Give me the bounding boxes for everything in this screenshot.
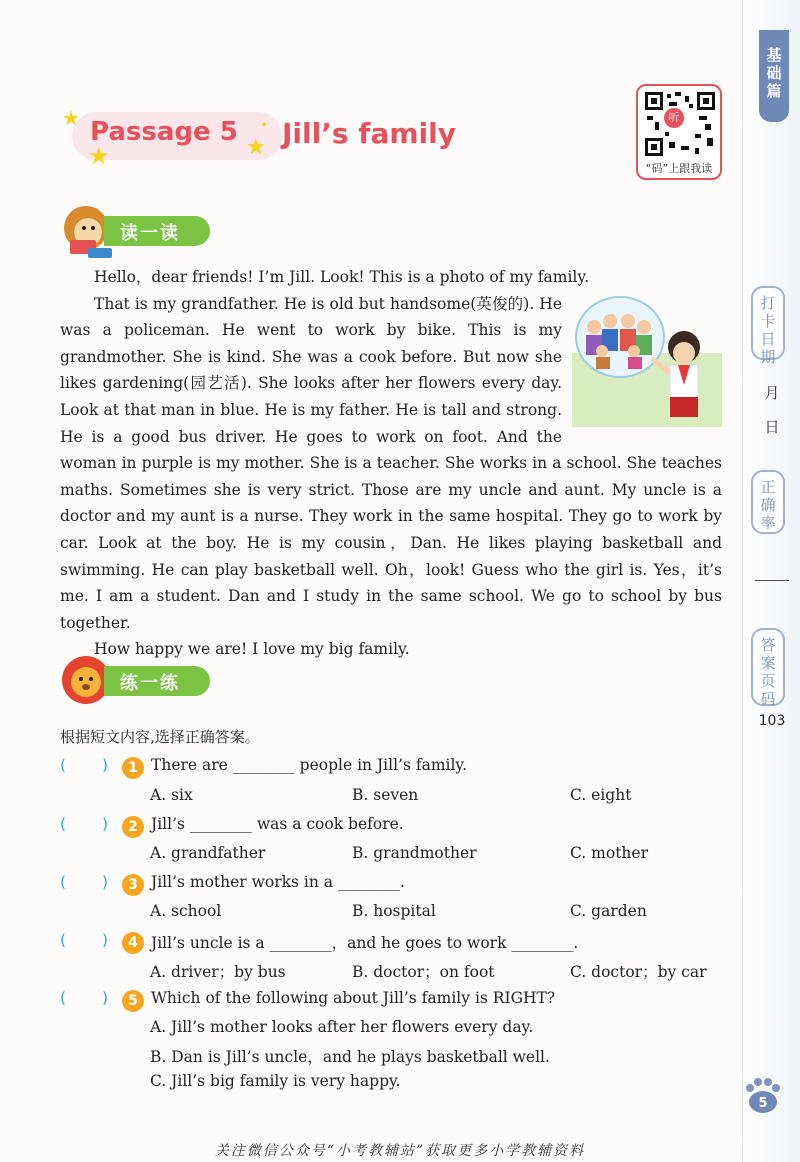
answer-page-tab <box>751 628 785 706</box>
tab-char: 基 <box>766 46 782 64</box>
footer-note: 关注微信公众号“小考教辅站”获取更多小学教辅资料 <box>214 1143 586 1159</box>
passage-number: Passage 5 <box>90 117 238 147</box>
tab-char: 确 <box>760 496 776 514</box>
qr-caption: “码”上跟我读 <box>645 162 713 175</box>
option-b[interactable]: B. seven <box>352 786 419 804</box>
tab-char: 日 <box>760 330 776 348</box>
passage-paragraph: That is my grandfather. He is old but handsome(英俊的). He was a policeman. He went to work by bike. This is my grandmother. She is kind. She was a cook before. But now she likes gardening(园艺活). She looks after her flowers every day. Look at that man in blue. He is my father. He is tall and strong. He is a good bus driver. He goes to work on foot. And the woman in purple is my mother. She is a teacher. She works in a school. She teaches maths. Sometimes she is very strict. Those are my uncle and aunt. My uncle is a doctor and my aunt is a nurse. They work in the same hospital. They go to work by car. Look at the boy. He is my cousin，Dan. He likes playing basketball and swimming. He can play basketball well. Oh，look! Guess who the girl is. Yes，it’s me. I am a student. Dan and I study in the same school. We go to school by bus together. <box>60 294 722 632</box>
option-a[interactable]: A. Jill’s mother looks after her flowers every day. <box>150 1018 534 1036</box>
page-title: Jill’s family <box>282 117 456 150</box>
answer-paren-left: ( <box>60 756 67 774</box>
question-text: Jill’s mother works in a ________. <box>151 873 405 891</box>
tab-char: 打 <box>760 294 776 312</box>
star-icon: ✦ <box>260 120 269 131</box>
section-title: 读一读 <box>120 223 180 244</box>
option-a[interactable]: A. grandfather <box>150 844 266 862</box>
question-text: Which of the following about Jill’s family is RIGHT? <box>151 989 556 1007</box>
answer-page-number: 103 <box>758 713 786 729</box>
month-label: 月 <box>764 384 780 402</box>
tab-char: 正 <box>760 478 776 496</box>
question-text: There are ________ people in Jill’s family. <box>151 756 468 774</box>
tab-char: 答 <box>760 636 776 654</box>
tab-char: 案 <box>760 654 776 672</box>
answer-paren-left: ( <box>60 989 67 1007</box>
tab-char: 率 <box>760 514 776 532</box>
passage-paragraph: Hello，dear friends! I’m Jill. Look! This is a photo of my family. <box>94 268 590 286</box>
star-icon: ★ <box>246 135 266 160</box>
tab-char: 页 <box>760 672 776 690</box>
answer-paren-right: ) <box>102 873 109 891</box>
tab-char: 篇 <box>766 82 782 100</box>
accuracy-tab <box>751 470 785 534</box>
answer-paren-left: ( <box>60 815 67 833</box>
option-b[interactable]: B. Dan is Jill’s uncle，and he plays basketball well. <box>150 1048 550 1066</box>
family-photo-illustration <box>572 293 722 427</box>
option-c[interactable]: C. doctor；by car <box>570 963 707 981</box>
option-a[interactable]: A. school <box>150 902 222 920</box>
option-c[interactable]: C. mother <box>570 844 648 862</box>
question-number-badge: 5 <box>122 990 144 1012</box>
option-c[interactable]: C. eight <box>570 786 632 804</box>
question-text: Jill’s ________ was a cook before. <box>151 815 404 833</box>
option-c[interactable]: C. garden <box>570 902 647 920</box>
star-icon: ★ <box>62 106 80 130</box>
listen-badge: 听 <box>664 108 684 128</box>
passage-paragraph: How happy we are! I love my big family. <box>94 640 410 659</box>
question-number-badge: 1 <box>122 757 144 779</box>
tab-char: 卡 <box>760 312 776 330</box>
option-b[interactable]: B. doctor；on foot <box>352 963 495 981</box>
page-number: 5 <box>758 1096 768 1111</box>
answer-paren-right: ) <box>102 931 109 949</box>
checkin-date-tab <box>751 286 785 366</box>
practice-section-header <box>60 652 210 712</box>
reading-passage <box>60 264 722 663</box>
option-a[interactable]: A. six <box>150 786 193 804</box>
option-b[interactable]: B. grandmother <box>352 844 477 862</box>
section-title: 练一练 <box>120 673 180 694</box>
question-number-badge: 2 <box>122 816 144 838</box>
basic-chapter-tab <box>759 30 789 122</box>
option-a[interactable]: A. driver；by bus <box>150 963 286 981</box>
day-label: 日 <box>764 418 780 436</box>
tab-char: 期 <box>760 348 776 366</box>
answer-paren-right: ) <box>102 756 109 774</box>
accuracy-blank-line <box>755 580 789 581</box>
page-number-paw-icon <box>742 1078 782 1114</box>
star-icon: ★ <box>88 142 110 170</box>
question-text: Jill’s uncle is a ________，and he goes to work ________. <box>151 934 579 952</box>
question-number-badge: 4 <box>122 932 144 954</box>
read-section-header <box>60 202 210 262</box>
side-tab-strip <box>742 0 800 1162</box>
option-b[interactable]: B. hospital <box>352 902 436 920</box>
answer-paren-right: ) <box>102 989 109 1007</box>
answer-paren-right: ) <box>102 815 109 833</box>
tab-char: 码 <box>760 690 776 708</box>
title-banner <box>62 106 492 170</box>
exercise-instruction: 根据短文内容,选择正确答案。 <box>60 728 260 746</box>
answer-paren-left: ( <box>60 873 67 891</box>
qr-code-card[interactable] <box>636 84 722 180</box>
option-c[interactable]: C. Jill’s big family is very happy. <box>150 1072 401 1090</box>
question-number-badge: 3 <box>122 874 144 896</box>
answer-paren-left: ( <box>60 931 67 949</box>
tab-char: 础 <box>766 64 782 82</box>
